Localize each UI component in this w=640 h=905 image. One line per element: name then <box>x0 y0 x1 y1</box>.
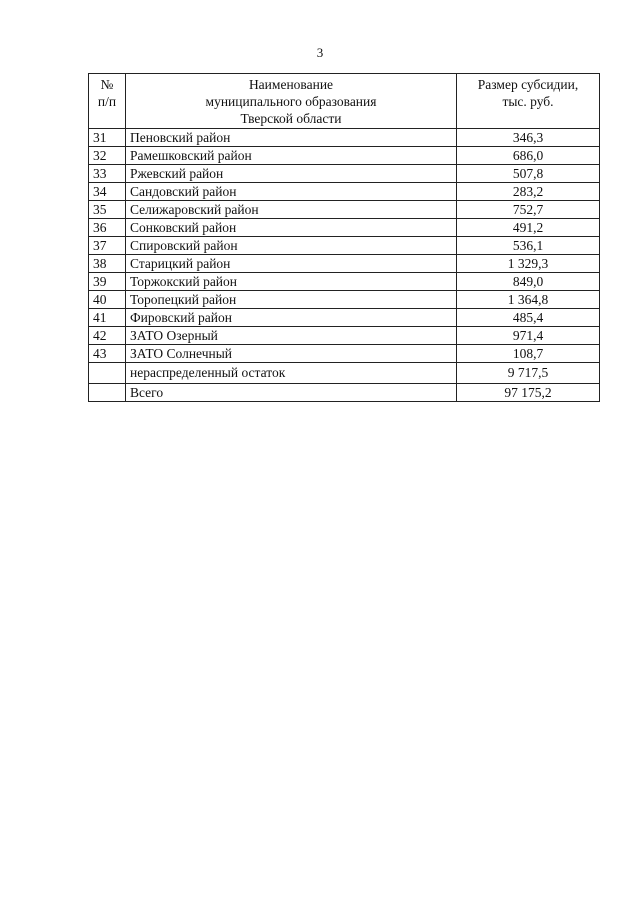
row-number: 43 <box>89 345 126 363</box>
row-number: 33 <box>89 165 126 183</box>
row-number: 35 <box>89 201 126 219</box>
row-municipality: Фировский район <box>126 309 457 327</box>
table-row <box>89 327 600 345</box>
row-municipality: Ржевский район <box>126 165 457 183</box>
table-row <box>89 219 600 237</box>
header-number-line: п/п <box>97 94 117 109</box>
table-row <box>89 147 600 165</box>
table-row <box>89 201 600 219</box>
header-municipality <box>126 74 457 129</box>
row-municipality: нераспределенный остаток <box>126 363 457 384</box>
row-number: 41 <box>89 309 126 327</box>
row-municipality: Сандовский район <box>126 183 457 201</box>
row-number <box>89 384 126 402</box>
row-number: 31 <box>89 129 126 147</box>
row-number: 34 <box>89 183 126 201</box>
row-amount: 752,7 <box>457 201 600 219</box>
row-amount: 491,2 <box>457 219 600 237</box>
table-row <box>89 183 600 201</box>
header-municipality-line: Наименование <box>248 77 334 92</box>
row-number <box>89 363 126 384</box>
row-amount: 1 329,3 <box>457 255 600 273</box>
row-number: 40 <box>89 291 126 309</box>
row-municipality: ЗАТО Солнечный <box>126 345 457 363</box>
header-subsidy-amount <box>457 74 600 129</box>
table-header-row <box>89 74 600 129</box>
table-row <box>89 165 600 183</box>
row-number: 38 <box>89 255 126 273</box>
subsidy-table <box>88 73 600 402</box>
table-row <box>89 309 600 327</box>
row-amount: 536,1 <box>457 237 600 255</box>
row-municipality: Пеновский район <box>126 129 457 147</box>
header-municipality-line: муниципального образования <box>205 94 377 109</box>
header-number <box>89 74 126 129</box>
table-row <box>89 291 600 309</box>
row-number: 32 <box>89 147 126 165</box>
row-municipality: Спировский район <box>126 237 457 255</box>
row-municipality: Торопецкий район <box>126 291 457 309</box>
row-municipality: Селижаровский район <box>126 201 457 219</box>
row-municipality: Торжокский район <box>126 273 457 291</box>
table-row-unallocated <box>89 363 600 384</box>
header-number-line: № <box>100 77 114 92</box>
row-municipality: Всего <box>126 384 457 402</box>
table-row <box>89 273 600 291</box>
header-amount-line: тыс. руб. <box>502 94 554 109</box>
table-row <box>89 345 600 363</box>
row-municipality: Рамешковский район <box>126 147 457 165</box>
row-amount: 686,0 <box>457 147 600 165</box>
row-amount: 9 717,5 <box>457 363 600 384</box>
header-municipality-line: Тверской области <box>240 111 342 126</box>
table-row <box>89 237 600 255</box>
row-amount: 971,4 <box>457 327 600 345</box>
row-amount: 485,4 <box>457 309 600 327</box>
row-amount: 507,8 <box>457 165 600 183</box>
row-number: 36 <box>89 219 126 237</box>
row-number: 39 <box>89 273 126 291</box>
row-amount: 1 364,8 <box>457 291 600 309</box>
header-amount-line: Размер субсидии, <box>477 77 579 92</box>
row-amount: 346,3 <box>457 129 600 147</box>
table-row <box>89 129 600 147</box>
page-number: 3 <box>316 45 324 60</box>
row-municipality: ЗАТО Озерный <box>126 327 457 345</box>
table-row-total <box>89 384 600 402</box>
row-number: 42 <box>89 327 126 345</box>
row-amount: 108,7 <box>457 345 600 363</box>
row-amount: 849,0 <box>457 273 600 291</box>
row-municipality: Старицкий район <box>126 255 457 273</box>
table-row <box>89 255 600 273</box>
row-number: 37 <box>89 237 126 255</box>
row-amount: 97 175,2 <box>457 384 600 402</box>
row-municipality: Сонковский район <box>126 219 457 237</box>
row-amount: 283,2 <box>457 183 600 201</box>
